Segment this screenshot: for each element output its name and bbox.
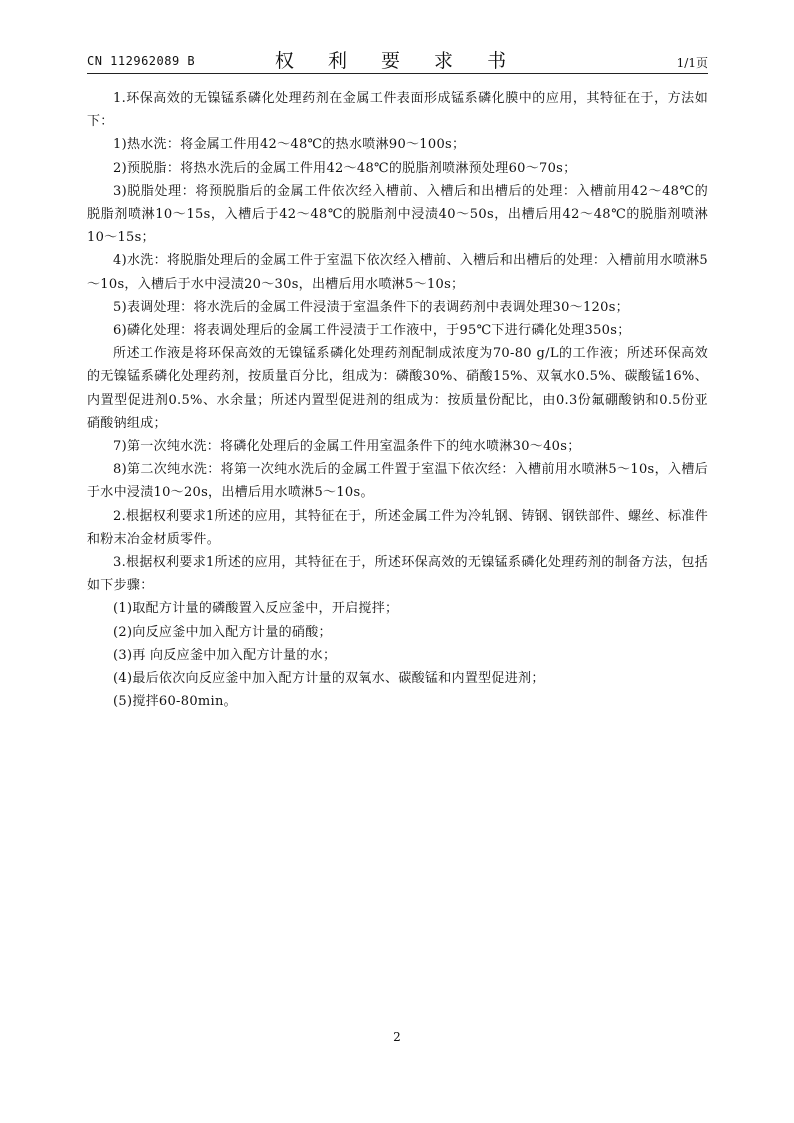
page-number: 2 — [393, 1030, 401, 1044]
claim-3-step-3: (3)再 向反应釜中加入配方计量的水； — [113, 647, 337, 663]
claim-1-step-1: 1)热水洗：将金属工件用42～48℃的热水喷淋90～100s； — [113, 137, 466, 153]
claim-1-step-6: 6)磷化处理：将表调处理后的金属工件浸渍于工作液中，于95℃下进行磷化处理350s； — [113, 323, 631, 339]
patent-number: CN 112962089 B — [87, 54, 196, 68]
claim-2: 2.根据权利要求1所述的应用，其特征在于，所述金属工件为冷轧钢、铸钢、钢铁部件、螺丝、标准件和粉末冶金材质零件。 — [87, 508, 708, 547]
claim-1-step-3: 3)脱脂处理：将预脱脂后的金属工件依次经入槽前、入槽后和出槽后的处理：入槽前用42～48℃的脱脂剂喷淋10～15s，入槽后于42～48℃的脱脂剂中浸渍40～50s，出槽后用42～48℃的脱脂剂喷淋10～15s； — [87, 183, 708, 246]
claim-1-step-4: 4)水洗：将脱脂处理后的金属工件于室温下依次经入槽前、入槽后和出槽后的处理：入槽前用水喷淋5～10s，入槽后于水中浸渍20～30s，出槽后用水喷淋5～10s； — [87, 253, 708, 292]
page-header — [87, 42, 708, 72]
page-indicator: 1/1页 — [676, 56, 708, 70]
claim-1-step-8: 8)第二次纯水洗：将第一次纯水洗后的金属工件置于室温下依次经：入槽前用水喷淋5～10s，入槽后于水中浸渍10～20s，出槽后用水喷淋5～10s。 — [87, 462, 708, 501]
claim-3-step-5: (5)搅拌60-80min。 — [113, 694, 237, 710]
claims-body — [87, 87, 708, 713]
claim-1-step-5: 5)表调处理：将水洗后的金属工件浸渍于室温条件下的表调药剂中表调处理30～120s； — [113, 299, 629, 315]
claim-1-step-2: 2)预脱脂：将热水洗后的金属工件用42～48℃的脱脂剂喷淋预处理60～70s； — [113, 160, 577, 176]
claim-1-intro: 1.环保高效的无镍锰系磷化处理药剂在金属工件表面形成锰系磷化膜中的应用，其特征在于，方法如下： — [87, 91, 708, 130]
header-divider — [87, 73, 708, 74]
claim-3-step-4: (4)最后依次向反应釜中加入配方计量的双氧水、碳酸锰和内置型促进剂； — [113, 671, 545, 687]
claim-1-working-solution: 所述工作液是将环保高效的无镍锰系磷化处理药剂配制成浓度为70-80 g/L的工作液；所述环保高效的无镍锰系磷化处理药剂，按质量百分比，组成为：磷酸30%、硝酸15%、双氧水0.5%、碳酸锰16%、内置型促进剂0.5%、水余量；所述内置型促进剂的组成为：按质量份配比，由0.3份氟硼酸钠和0.5份亚硝酸钠组成； — [87, 346, 708, 431]
claim-3-step-1: (1)取配方计量的磷酸置入反应釜中，开启搅拌； — [113, 601, 399, 617]
claim-1-step-7: 7)第一次纯水洗：将磷化处理后的金属工件用室温条件下的纯水喷淋30～40s； — [113, 439, 581, 455]
claim-3-intro: 3.根据权利要求1所述的应用，其特征在于，所述环保高效的无镍锰系磷化处理药剂的制备方法，包括如下步骤： — [87, 555, 708, 594]
page-title: 权 利 要 求 书 — [274, 50, 521, 72]
claim-3-step-2: (2)向反应釜中加入配方计量的硝酸； — [113, 624, 332, 640]
